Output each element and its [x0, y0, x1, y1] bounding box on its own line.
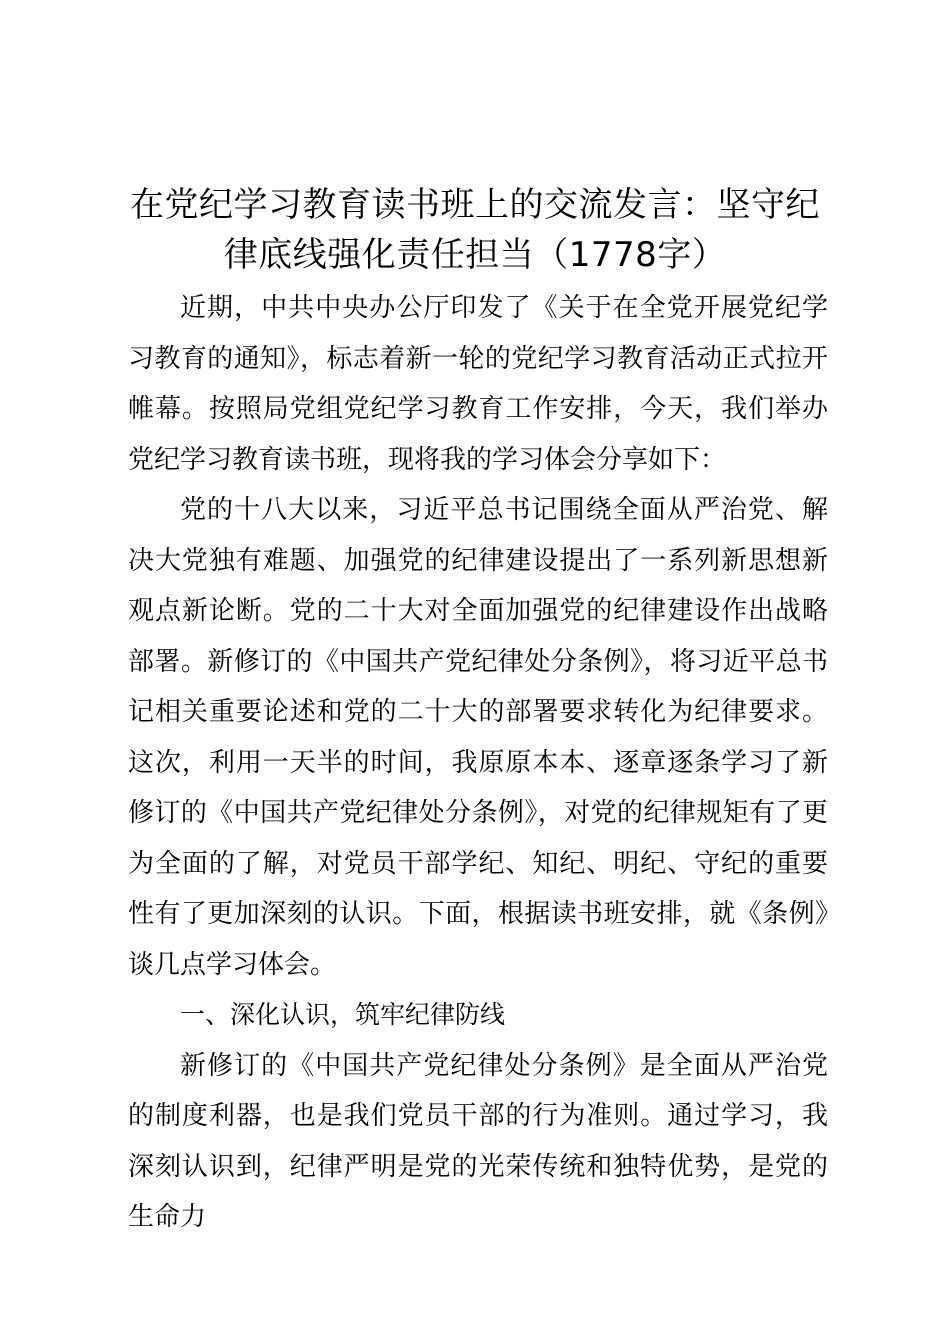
section-paragraph: 新修订的《中国共产党纪律处分条例》是全面从严治党的制度利器，也是我们党员干部的行为准则。通过学习，我深刻认识到，纪律严明是党的光荣传统和独特优势，是党的生命力 — [128, 1050, 828, 1232]
intro-paragraph: 近期，中共中央办公厅印发了《关于在全党开展党纪学习教育的通知》，标志着新一轮的党纪学习教育活动正式拉开帷幕。按照局党组党纪学习教育工作安排，今天，我们举办党纪学习教育读书班，现将我的学习体会分享如下： — [128, 293, 828, 475]
section-heading: 一、深化认识，筑牢纪律防线 — [180, 1000, 506, 1029]
document-body — [128, 283, 828, 1243]
document-title: 在党纪学习教育读书班上的交流发言：坚守纪律底线强化责任担当（1778字） — [130, 185, 820, 275]
background-paragraph: 党的十八大以来，习近平总书记围绕全面从严治党、解决大党独有难题、加强党的纪律建设提出了一系列新思想新观点新论断。党的二十大对全面加强党的纪律建设作出战略部署。新修订的《中国共产党纪律处分条例》，将习近平总书记相关重要论述和党的二十大的部署要求转化为纪律要求。这次，利用一天半的时间，我原原本本、逐章逐条学习了新修订的《中国共产党纪律处分条例》，对党的纪律规矩有了更为全面的了解，对党员干部学纪、知纪、明纪、守纪的重要性有了更加深刻的认识。下面，根据读书班安排，就《条例》谈几点学习体会。 — [128, 495, 828, 980]
